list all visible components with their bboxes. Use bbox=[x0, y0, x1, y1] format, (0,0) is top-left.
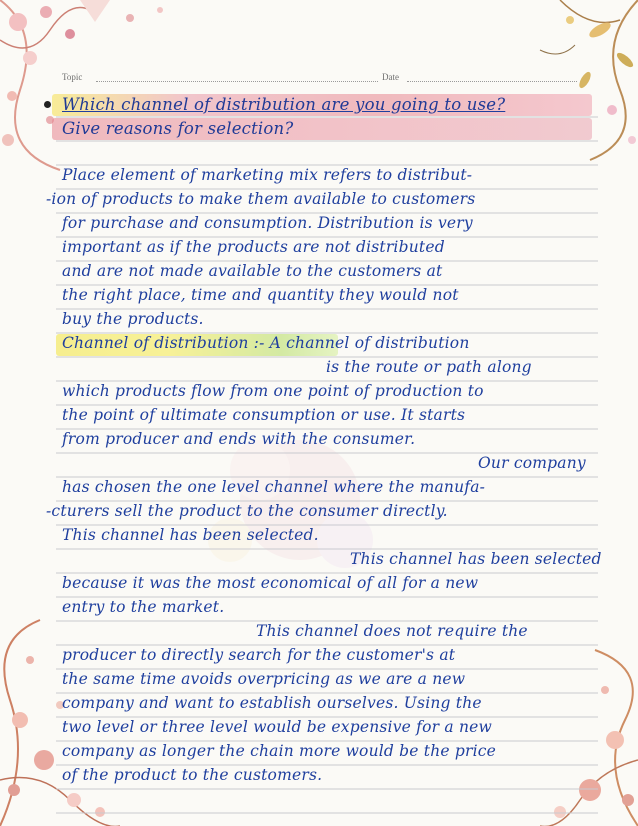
body-line: -cturers sell the product to the consumer directly. bbox=[46, 502, 448, 520]
question-line-2: Give reasons for selection? bbox=[62, 119, 294, 138]
body-line: Place element of marketing mix refers to distribut- bbox=[62, 166, 473, 184]
question-bullet-icon bbox=[44, 101, 51, 108]
body-line: entry to the market. bbox=[62, 598, 225, 616]
body-line: the right place, time and quantity they would not bbox=[62, 286, 459, 304]
body-line: company and want to establish ourselves. Using the bbox=[62, 694, 482, 712]
body-line: the same time avoids overpricing as we are a new bbox=[62, 670, 466, 688]
body-line: buy the products. bbox=[62, 310, 204, 328]
body-line: from producer and ends with the consumer. bbox=[62, 430, 416, 448]
body-line: has chosen the one level channel where the manufa- bbox=[62, 478, 486, 496]
body-line: This channel has been selected. bbox=[62, 526, 319, 544]
question-line-1: Which channel of distribution are you going to use? bbox=[62, 95, 506, 114]
body-line: company as longer the chain more would be the price bbox=[62, 742, 497, 760]
body-line: producer to directly search for the customer's at bbox=[62, 646, 456, 664]
body-line: for purchase and consumption. Distribution is very bbox=[62, 214, 473, 232]
body-line: because it was the most economical of all for a new bbox=[62, 574, 479, 592]
body-line: is the route or path along bbox=[326, 358, 532, 376]
body-line: of the product to the customers. bbox=[62, 766, 323, 784]
body-line: Our company bbox=[478, 454, 586, 472]
body-line: which products flow from one point of production to bbox=[62, 382, 484, 400]
date-label: Date bbox=[382, 72, 399, 82]
body-line: the point of ultimate consumption or use. It starts bbox=[62, 406, 466, 424]
body-line: important as if the products are not distributed bbox=[62, 238, 445, 256]
body-line: two level or three level would be expensive for a new bbox=[62, 718, 492, 736]
body-line: -ion of products to make them available to customers bbox=[46, 190, 476, 208]
channel-heading-line: Channel of distribution :- A channel of distribution bbox=[62, 334, 470, 352]
body-line: This channel has been selected bbox=[350, 550, 602, 568]
body-line: This channel does not require the bbox=[256, 622, 528, 640]
topic-label: Topic bbox=[62, 72, 83, 82]
body-line: and are not made available to the customers at bbox=[62, 262, 443, 280]
